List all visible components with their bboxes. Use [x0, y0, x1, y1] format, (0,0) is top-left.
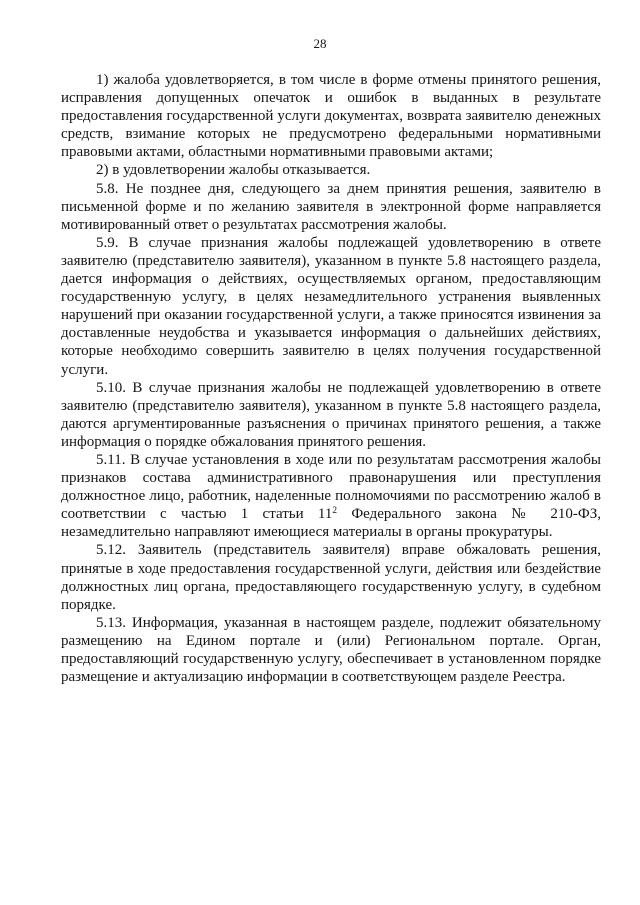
paragraph-line: правовыми актами, областными нормативными правовыми актами; — [61, 144, 494, 161]
paragraph-line: предоставляющий государственную услугу, обеспечивает в установленном порядке — [61, 651, 601, 667]
paragraph-5-9 — [61, 234, 601, 379]
paragraph-line: 5.8. Не позднее дня, следующего за днем принятия решения, заявителю в — [96, 180, 601, 197]
paragraph-line: предоставления государственной услуги документах, возврата заявителю денежных — [61, 108, 601, 125]
paragraph-line: размещение и актуализацию информации в соответствующем разделе Реестра. — [61, 669, 566, 686]
paragraph-line: 2) в удовлетворении жалобы отказывается. — [96, 162, 371, 179]
paragraph-line: письменной форме и по желанию заявителя в электронной форме направляется — [61, 198, 601, 215]
paragraph-line: заявителю (представителю заявителя), указанном в пункте 5.8 настоящего раздела, — [61, 397, 601, 414]
paragraph-line: должностных лиц органа, предоставляющего государственную услугу, в судебном — [61, 578, 601, 595]
paragraph-line: даются аргументированные разъяснения о причинах принятого решения, а также — [61, 415, 601, 432]
paragraph-line: информация о порядке обжалования принятого решения. — [61, 433, 427, 450]
paragraph-5-13 — [61, 614, 601, 686]
paragraph-line: которые необходимо совершить заявителю в целях получения государственной — [61, 343, 601, 360]
paragraph-5-12 — [61, 541, 601, 613]
paragraph-line: 5.9. В случае признания жалобы подлежащей удовлетворению в ответе — [96, 234, 601, 251]
paragraph-complaint-refused — [61, 161, 601, 179]
paragraph-complaint-satisfied — [61, 71, 601, 161]
paragraph-5-10 — [61, 379, 601, 451]
paragraph-line: услуги. — [61, 361, 109, 378]
paragraph-line: признаков состава административного правонарушения или преступления — [61, 470, 601, 487]
document-body — [61, 71, 601, 686]
paragraph-line: заявителю (представителю заявителя), указанном в пункте 5.8 настоящего раздела, — [61, 252, 601, 269]
paragraph-line: 5.11. В случае установления в ходе или по результатам рассмотрения жалобы — [96, 451, 601, 468]
paragraph-line: 1) жалоба удовлетворяется, в том числе в форме отмены принятого решения, — [96, 72, 601, 88]
paragraph-line: дается информация о действиях, осуществляемых органом, предоставляющим — [61, 271, 601, 288]
paragraph-line: 5.13. Информация, указанная в настоящем разделе, подлежит обязательному — [96, 614, 601, 631]
paragraph-line: доставленные неудобства и указывается информация о дальнейших действиях, — [61, 325, 601, 342]
paragraph-5-8 — [61, 180, 601, 234]
paragraph-line-with-superscript — [61, 505, 601, 523]
superscript: 2 — [332, 506, 338, 517]
paragraph-line: порядке. — [61, 596, 116, 613]
paragraph-line: государственную услугу, в целях незамедлительного устранения выявленных — [61, 289, 601, 306]
paragraph-line: размещению на Едином портале и (или) Региональном портале. Орган, — [61, 632, 601, 649]
paragraph-line: 5.12. Заявитель (представитель заявителя) вправе обжаловать решения, — [96, 542, 601, 559]
paragraph-5-11 — [61, 451, 601, 541]
paragraph-line: нарушений при оказании государственной услуги, а также приносятся извинения за — [61, 307, 601, 324]
paragraph-line: мотивированный ответ о результатах рассмотрения жалобы. — [61, 216, 447, 233]
paragraph-line: средств, взимание которых не предусмотрено федеральными нормативными — [61, 126, 601, 143]
paragraph-line: исправления допущенных опечаток и ошибок в выданных в результате — [61, 90, 601, 107]
line-text-before: соответствии с частью 1 статьи 11 — [61, 506, 333, 523]
paragraph-line: 5.10. В случае признания жалобы не подлежащей удовлетворению в ответе — [96, 379, 601, 396]
line-text-after: Федерального закона № 210-ФЗ, — [337, 506, 601, 523]
paragraph-line: должностное лицо, работник, наделенные полномочиями по рассмотрению жалоб в — [61, 488, 601, 505]
paragraph-line: незамедлительно направляют имеющиеся материалы в органы прокуратуры. — [61, 524, 553, 541]
page-number: 28 — [313, 36, 327, 51]
paragraph-line: принятые в ходе предоставления государственной услуги, действия или бездействие — [61, 560, 601, 577]
